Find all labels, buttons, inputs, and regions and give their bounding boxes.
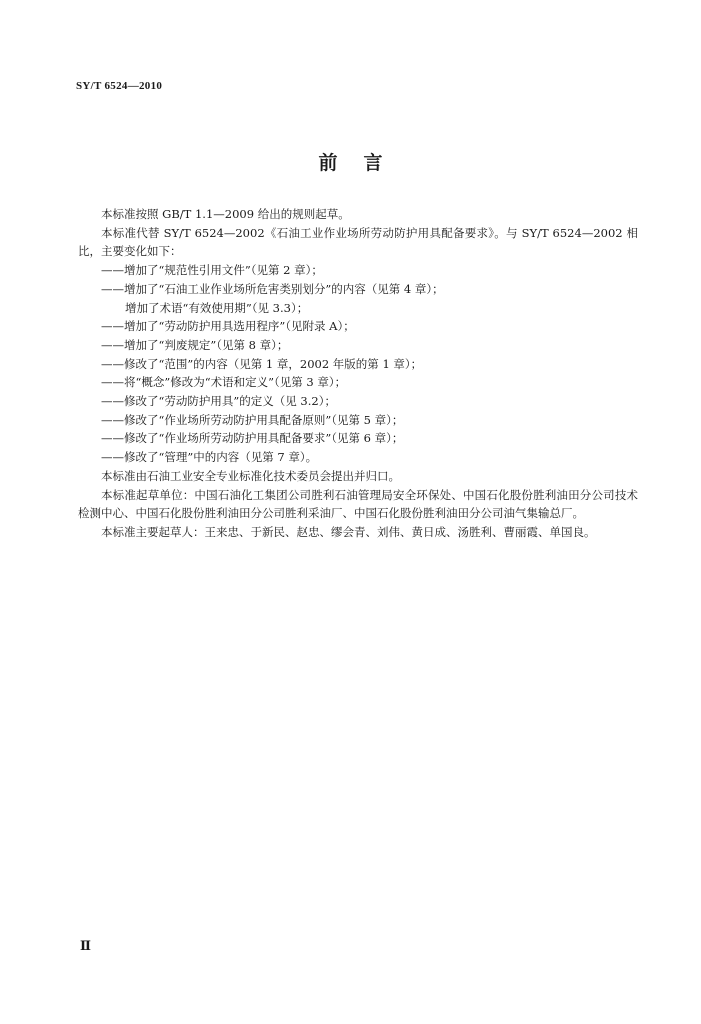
drafting-units-paragraph: 本标准起草单位：中国石油化工集团公司胜利石油管理局安全环保处、中国石化股份胜利油田分公司技术检测中心、中国石化股份胜利油田分公司胜利采油厂、中国石化股份胜利油田分公司油气集输总厂。 — [78, 487, 638, 521]
intro-paragraph-2: 本标准代替 SY/T 6524—2002《石油工业作业场所劳动防护用具配备要求》。与 SY/T 6524—2002 相比，主要变化如下： — [78, 225, 638, 259]
list-dash: —— — [101, 375, 124, 390]
list-item — [78, 448, 638, 467]
list-item — [78, 392, 638, 411]
list-dash: —— — [101, 337, 124, 352]
list-item-text: 增加了“规范性引用文件”（见第 2 章）； — [124, 263, 323, 278]
list-item-text: 修改了“管理”中的内容（见第 7 章）。 — [124, 450, 318, 465]
intro-paragraph-1: 本标准按照 GB/T 1.1—2009 给出的规则起草。 — [101, 207, 350, 221]
list-dash: —— — [101, 263, 124, 278]
list-dash: —— — [101, 356, 124, 371]
list-dash: —— — [101, 394, 124, 409]
list-item — [78, 336, 638, 355]
list-item-text: 增加了术语“有效使用期”（见 3.3）； — [125, 300, 309, 315]
list-item — [78, 317, 638, 336]
changes-list — [78, 261, 638, 467]
list-item — [78, 429, 638, 448]
proposer-paragraph: 本标准由石油工业安全专业标准化技术委员会提出并归口。 — [101, 468, 400, 483]
list-dash: —— — [101, 412, 124, 427]
list-item-text: 将“概念”修改为“术语和定义”（见第 3 章）； — [124, 375, 347, 390]
list-dash: —— — [101, 319, 124, 334]
page-title: 前言 — [318, 152, 409, 174]
list-item — [78, 411, 638, 430]
list-item-text: 增加了“劳动防护用具选用程序”（见附录 A）； — [124, 319, 355, 334]
list-item — [78, 299, 638, 318]
list-dash: —— — [101, 431, 124, 446]
foreword-body — [78, 205, 638, 542]
list-item-text: 增加了“石油工业作业场所危害类别划分”的内容（见第 4 章）； — [124, 281, 444, 296]
drafters-paragraph: 本标准主要起草人：王来忠、于新民、赵忠、缪会青、刘伟、黄日成、汤胜利、曹丽霞、单国良。 — [101, 524, 596, 539]
standard-number-header: SY/T 6524—2010 — [76, 80, 163, 92]
list-item — [78, 261, 638, 280]
list-item-text: 修改了“作业场所劳动防护用具配备原则”（见第 5 章）； — [124, 412, 404, 427]
page-number: Ⅱ — [80, 938, 91, 953]
list-item-text: 修改了“劳动防护用具”的定义（见 3.2）； — [124, 394, 336, 409]
list-dash: —— — [101, 450, 124, 465]
list-item-text: 修改了“作业场所劳动防护用具配备要求”（见第 6 章）； — [124, 431, 404, 446]
list-item-text: 修改了“范围”的内容（见第 1 章，2002 年版的第 1 章）； — [124, 356, 423, 371]
list-item-text: 增加了“判废规定”（见第 8 章）； — [124, 337, 289, 352]
list-item — [78, 373, 638, 392]
list-item — [78, 355, 638, 374]
list-item — [78, 280, 638, 299]
list-dash: —— — [101, 281, 124, 296]
